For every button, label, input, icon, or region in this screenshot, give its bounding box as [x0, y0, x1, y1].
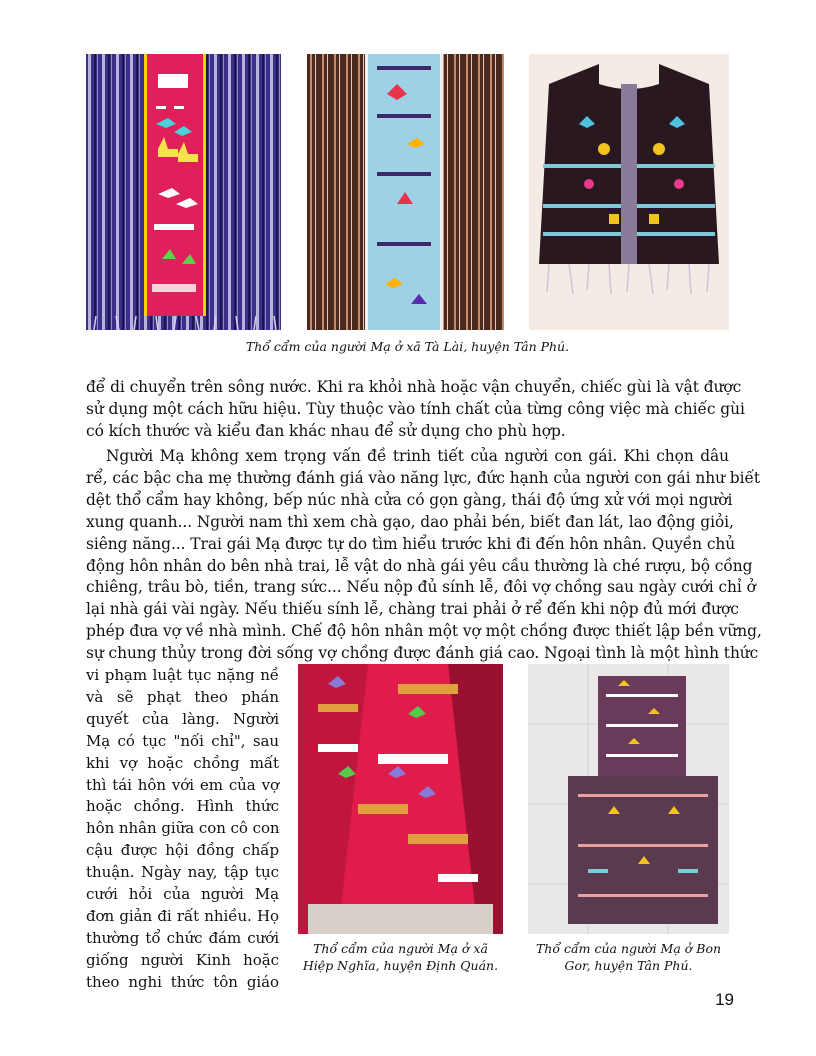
- photo-textile-red-birds: [298, 664, 503, 934]
- paragraph-line: sự chung thủy trong đời sống vợ chồng được đánh giá cao. Ngoại tình là một hình thức: [86, 644, 759, 663]
- paragraph-line: hôn nhân giữa con cô con: [86, 819, 280, 838]
- paragraph-line: đơn giản đi rất nhiều. Họ: [86, 906, 279, 925]
- paragraph-line: Mạ có tục "nối chỉ", sau: [86, 731, 279, 750]
- top-photos-caption: Thổ cẩm của người Mạ ở xã Tà Lài, huyện Tân Phú.: [245, 339, 570, 354]
- paragraph-line: Người Mạ không xem trọng vấn đề trinh tiết của người con gái. Khi chọn dâu: [106, 447, 729, 465]
- caption-left-photo: [298, 940, 503, 974]
- paragraph-line: có kích thước và kiểu đan khác nhau để sử dụng cho phù hợp.: [86, 421, 566, 440]
- paragraph-line: hoặc chồng. Hình thức: [86, 797, 279, 816]
- paragraph-line: sử dụng một cách hữu hiệu. Tùy thuộc vào tính chất của từng công việc mà chiếc gùi: [86, 399, 745, 418]
- photo-textile-brown-cloth: [528, 664, 729, 934]
- caption-line: Thổ cẩm của người Mạ ở xã: [313, 941, 488, 956]
- photo-textile-brown-blue: [307, 54, 504, 330]
- photo-textile-purple-stripes: [86, 54, 281, 330]
- paragraph-line: thì tái hôn với em của vợ: [86, 775, 279, 794]
- paragraph-line: dệt thổ cẩm hay không, bếp núc nhà cửa có gọn gàng, thái độ ứng xử với mọi người: [86, 490, 733, 509]
- paragraph-line: cưới hỏi của người Mạ: [86, 885, 279, 904]
- paragraph-line: siêng năng... Trai gái Mạ được tự do tìm hiểu trước khi đi đến hôn nhân. Quyền chủ: [86, 534, 736, 553]
- caption-line: Gor, huyện Tân Phú.: [564, 958, 693, 973]
- paragraph-3-column: [86, 665, 279, 994]
- paragraph-line: động hôn nhân do bên nhà trai, lễ vật do nhà gái yêu cầu thường là ché rượu, bộ cồng: [86, 556, 753, 575]
- paragraph-line: cậu được hội đồng chấp: [86, 841, 279, 860]
- paragraph-line: để di chuyển trên sông nước. Khi ra khỏi nhà hoặc vận chuyển, chiếc gùi là vật được: [86, 378, 742, 396]
- paragraph-line: phép đưa vợ về nhà mình. Chế độ hôn nhân một vợ một chồng được thiết lập bền vững,: [86, 622, 762, 641]
- caption-line: Hiệp Nghĩa, huyện Định Quán.: [302, 958, 499, 973]
- page-number: 19: [715, 990, 734, 1009]
- paragraph-line: khi vợ hoặc chồng mất: [86, 753, 279, 772]
- paragraph-2: [86, 446, 762, 665]
- paragraph-line: và sẽ phạt theo phán: [86, 687, 279, 706]
- paragraph-line: giống người Kinh hoặc: [86, 950, 279, 969]
- paragraph-line: vi phạm luật tục nặng nề: [86, 666, 279, 684]
- paragraph-line: quyết của làng. Người: [86, 709, 279, 728]
- paragraph-line: lại nhà gái vài ngày. Nếu thiếu sính lễ, chàng trai phải ở rể đến khi nộp đủ mới được: [86, 600, 739, 619]
- caption-right-photo: [522, 940, 735, 974]
- paragraph-line: thường tổ chức đám cưới: [86, 928, 279, 947]
- paragraph-line: chiêng, trâu bò, tiền, trang sức... Nếu nộp đủ sính lễ, đôi vợ chồng sau ngày cưới chỉ ở: [86, 578, 756, 597]
- paragraph-line: xung quanh... Người nam thì xem chà gạo, dao phải bén, biết đan lát, lao động giỏi,: [86, 512, 734, 531]
- paragraph-line: theo nghi thức tôn giáo: [86, 972, 279, 991]
- paragraph-1: [86, 377, 745, 443]
- caption-line: Thổ cẩm của người Mạ ở Bon: [535, 941, 722, 956]
- paragraph-line: rể, các bậc cha mẹ thường đánh giá vào năng lực, đức hạnh của người con gái như biết: [86, 468, 761, 487]
- paragraph-line: thuận. Ngày nay, tập tục: [86, 863, 279, 882]
- photo-textile-vest: [529, 54, 729, 330]
